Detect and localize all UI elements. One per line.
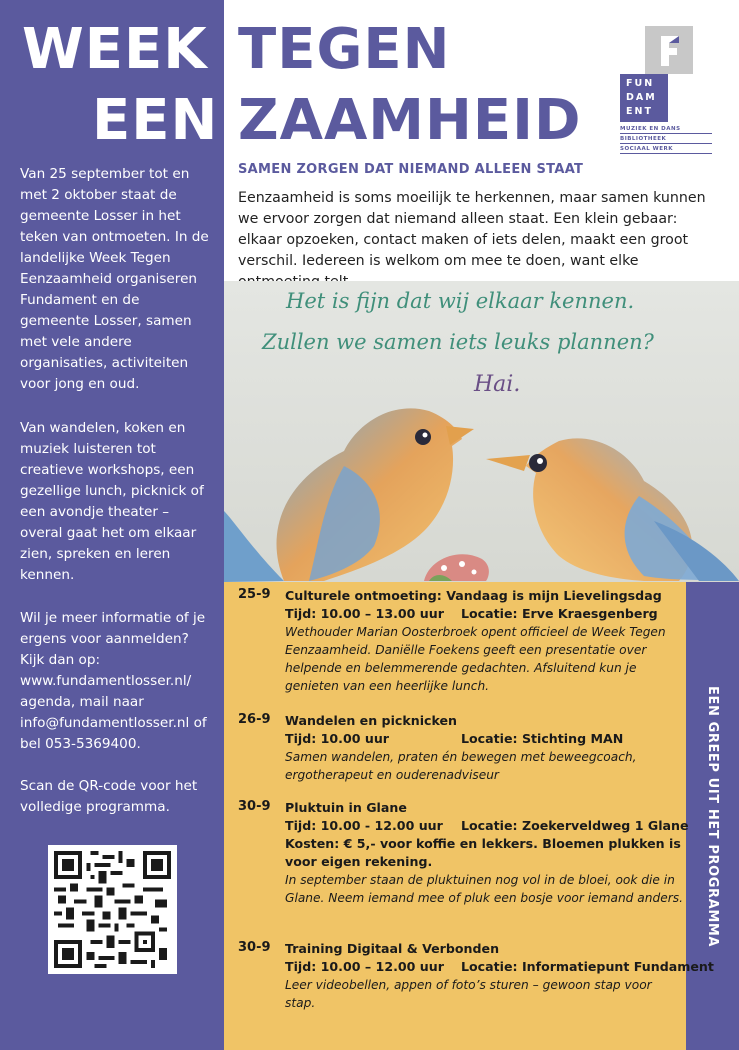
event-time: Tijd: 10.00 uur [285, 731, 390, 746]
event-description: In september staan de pluktuinen nog vol in de bloei, ook die in Glane. Neem iemand mee of pluk een bosje voor iemand anders. [285, 873, 683, 905]
event-date: 30-9 [238, 940, 271, 955]
event-info [285, 730, 685, 748]
program-label [699, 686, 725, 966]
title-tegen: TEGEN [238, 17, 451, 82]
drawing-line-3: Hai. [474, 372, 521, 397]
event-location: Locatie: Erve Kraesgenberg [461, 606, 658, 621]
event-date: 30-9 [238, 799, 271, 814]
sidebar-paragraph-2: Van wandelen, koken en muziek luisteren tot creatieve workshops, een gezellige lunch, picknick of een avondje theater – overal gaat het om elkaar zien, spreken en leren kennen. [20, 420, 204, 583]
subtitle: SAMEN ZORGEN DAT NIEMAND ALLEEN STAAT [238, 162, 584, 177]
event-date: 26-9 [238, 712, 271, 727]
event-location: Locatie: Informatiepunt Fundament [461, 959, 714, 974]
logo-tag-1: MUZIEK EN DANS [620, 124, 712, 134]
logo-wordmark [620, 74, 668, 122]
event-title: Pluktuin in Glane [285, 800, 407, 815]
event-title: Culturele ontmoeting: Vandaag is mijn Lievelingsdag [285, 588, 662, 603]
sidebar-paragraph-1: Van 25 september tot en met 2 oktober staat de gemeente Losser in het teken van ontmoeten. In de landelijke Week Tegen Eenzaamheid organiseren Fundament en de gemeente Losser, samen met vele andere organisaties, activiteiten voor jong en oud. [20, 166, 209, 392]
birds-drawing-illustration [224, 281, 739, 582]
event-location: Locatie: Zoekerveldweg 1 Glane [461, 818, 689, 833]
event-info [285, 817, 689, 835]
logo-tag-2: BIBLIOTHEEK [620, 134, 712, 144]
sidebar-paragraph-4: Scan de QR-code voor het volledige programma. [20, 778, 198, 815]
logo-tag-3: SOCIAAL WERK [620, 144, 712, 154]
logo-word-2: DAM [626, 92, 657, 103]
logo-word-3: ENT [626, 106, 653, 117]
title-zaamheid: ZAAMHEID [238, 88, 582, 153]
drawing-line-1: Het is fijn dat wij elkaar kennen. [286, 289, 635, 313]
title-week: WEEK [22, 17, 208, 82]
event-description: Leer videobellen, appen of foto’s sturen – gewoon stap voor stap. [285, 978, 652, 1010]
event-date: 25-9 [238, 587, 271, 602]
event-time: Tijd: 10.00 - 12.00 uur [285, 818, 443, 833]
logo-tagline [620, 124, 712, 154]
event-title: Wandelen en picknicken [285, 713, 458, 728]
title-een: EEN [92, 88, 219, 153]
event-description: Wethouder Marian Oosterbroek opent officieel de Week Tegen Eenzaamheid. Daniëlle Foekens geeft een presentatie over helpende en belemmerende gedachten. Afsluitend kun je genieten van een heerlijke lunch. [285, 625, 666, 693]
intro-text: Eenzaamheid is soms moeilijk te herkennen, maar samen kunnen we ervoor zorgen dat niemand alleen staat. Een klein gebaar: elkaar opzoeken, contact maken of iets delen, maakt een groot verschil. Iedereen is welkom om mee te doen, want elke [238, 190, 706, 269]
logo-square [645, 26, 693, 74]
qr-code-icon [54, 851, 171, 968]
sidebar-paragraph-3: Wil je meer informatie of je ergens voor aanmelden? Kijk dan op: www.fundamentlosser.nl/ agenda, mail naar info@fundamentlosser.nl of bel 053-5369400. [20, 610, 207, 752]
event-location: Locatie: Stichting MAN [461, 731, 624, 746]
event-info [285, 605, 685, 623]
event-title: Training Digitaal & Verbonden [285, 941, 500, 956]
event-description: Samen wandelen, praten én bewegen met beweegcoach, ergotherapeut en ouderenadviseur [285, 750, 637, 782]
event-info [285, 958, 714, 976]
birds-drawing-photo [224, 281, 739, 582]
logo-f-icon [645, 26, 693, 74]
logo-word-1: FUN [626, 78, 655, 89]
qr-code[interactable] [48, 845, 177, 974]
drawing-line-2: Zullen we samen iets leuks plannen? [262, 330, 654, 354]
event-costs: Kosten: € 5,- voor koffie en lekkers. Bloemen plukken is voor eigen rekening. [285, 836, 681, 869]
event-time: Tijd: 10.00 – 12.00 uur [285, 959, 444, 974]
program-label-text: EEN GREEP UIT HET PROGRAMMA [705, 686, 720, 948]
event-time: Tijd: 10.00 – 13.00 uur [285, 606, 444, 621]
